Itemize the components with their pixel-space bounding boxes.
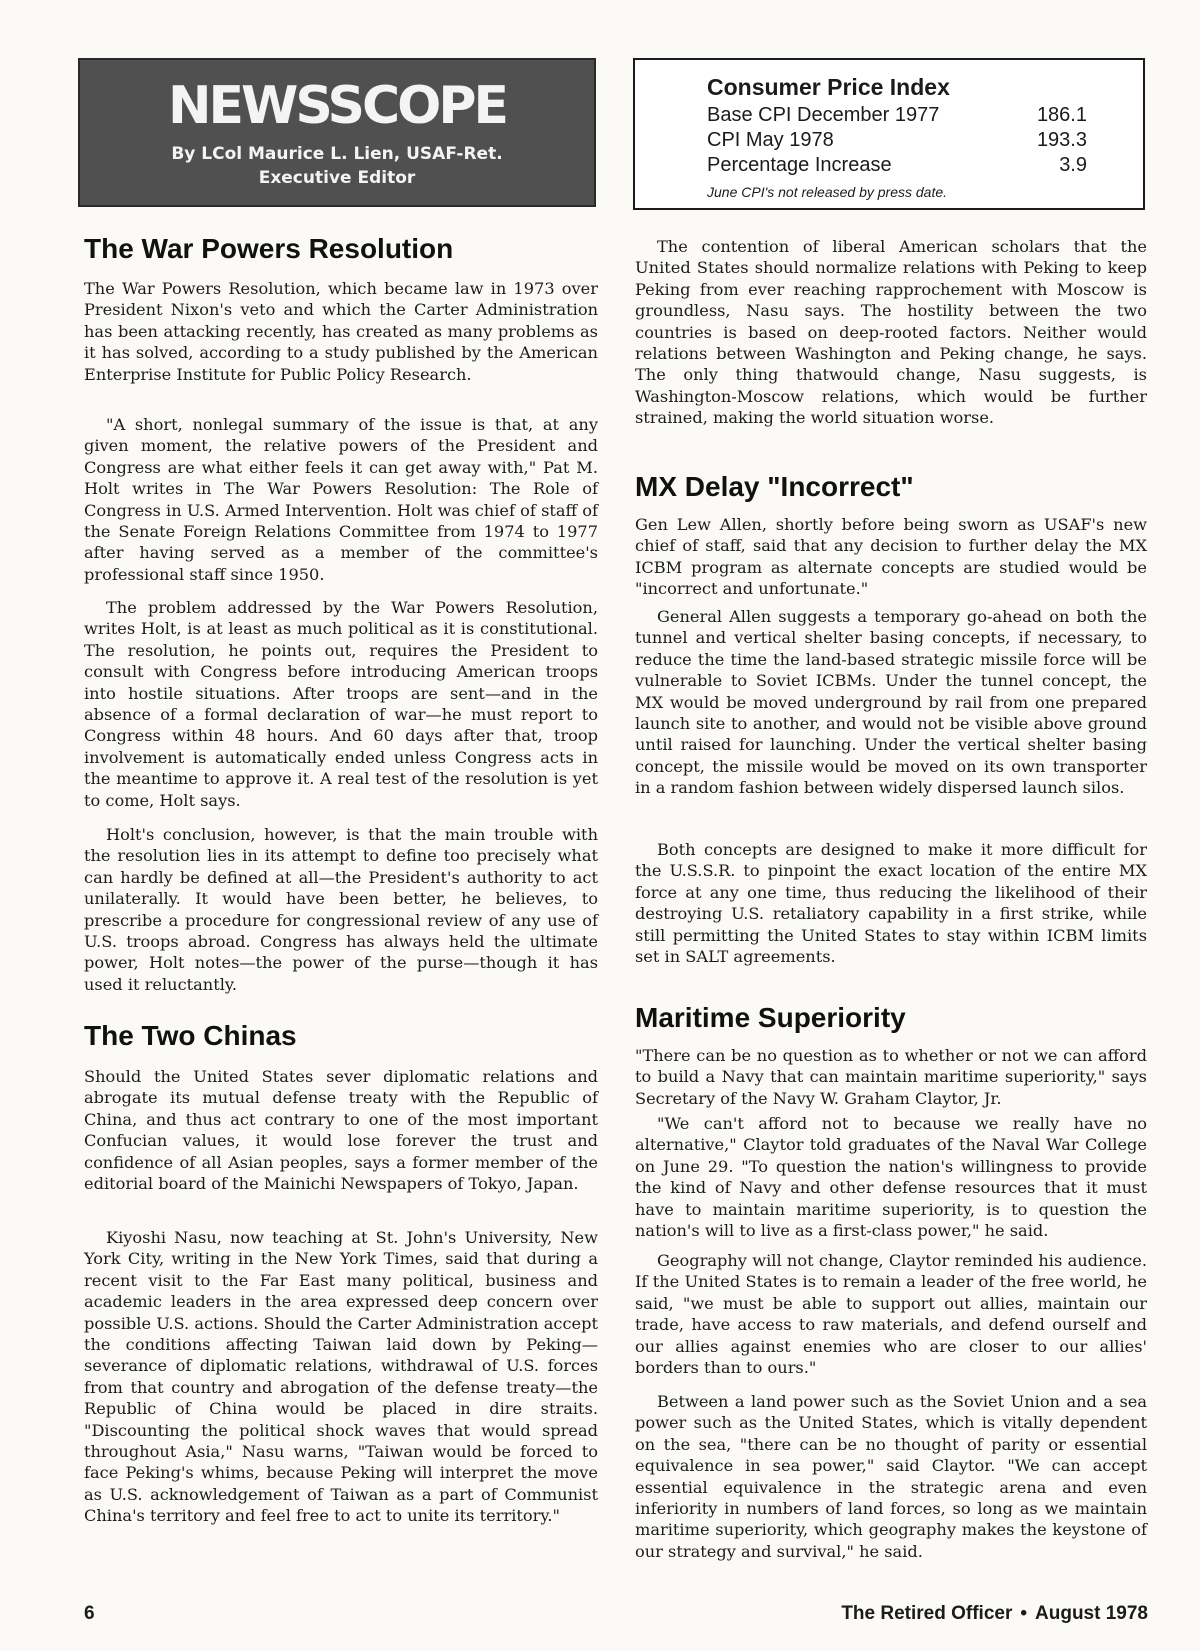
article-paragraph: Gen Lew Allen, shortly before being sworn as USAF's new chief of staff, said that any decision to further delay the MX ICBM program as alternate concepts are studied would be "incorrect and unfortunate." [635,515,1147,599]
article-paragraph: "We can't afford not to because we really have no alternative," Claytor told graduates of the Naval War College on June 29. "To question the nation's willingness to provide the kind of Navy and other defense resources that it must have to maintain maritime superiority, is to question the nation's will to live as a first-class power," he said. [635,1114,1147,1241]
cpi-box [633,58,1145,210]
cpi-row [707,129,1087,155]
article-paragraph: Should the United States sever diplomatic relations and abrogate its mutual defense treaty with the Republic of China, and thus act contrary to one of the most important Confucian values, it would lose forever the trust and confidence of all Asian peoples, says a former member of the editorial board of the Mainichi Newspapers of Tokyo, Japan. [84,1067,598,1194]
article-paragraph: "There can be no question as to whether or not we can afford to build a Navy that can maintain maritime superiority," says Secretary of the Navy W. Graham Claytor, Jr. [635,1046,1147,1108]
article-paragraph: Between a land power such as the Soviet Union and a sea power such as the United States, which is vitally dependent on the sea, "there can be no thought of parity or essential equivalence in sea power," said Claytor. "We can accept essential equivalence in the strategic arena and even inferiority in numbers of land forces, so long as we maintain maritime superiority, which geography makes the keystone of our strategy and survival," he said. [635,1392,1147,1561]
article-paragraph: The War Powers Resolution, which became law in 1973 over President Nixon's veto and which the Carter Administration has been attacking recently, has created as many problems as it has solved, according to a study published by the American Enterprise Institute for Public Policy Research. [84,279,598,384]
cpi-row-label: Base CPI December 1977 [707,104,940,126]
byline-role: Executive Editor [258,168,416,188]
article-paragraph: General Allen suggests a temporary go-ahead on both the tunnel and vertical shelter basing concepts, if necessary, to reduce the time the land-based strategic missile force will be vulnerable to Soviet ICBMs. Under the tunnel concept, the MX would be moved underground by rail from one prepared launch site to another, and would not be visible above ground until raised for launching. Under the vertical shelter basing concept, the missile would be moved on its own transporter in a random fashion between widely dispersed launch silos. [635,607,1147,798]
article-paragraph: The problem addressed by the War Powers Resolution, writes Holt, is at least as much political as it is constitutional. The resolution, he points out, requires the President to consult with Congress before introducing American troops into hostile situations. After troops are sent—and in the absence of a formal declaration of war—he must report to Congress within 48 hours. And 60 days after that, troop involvement is automatically ended unless Congress acts in the meantime to approve it. A real test of the resolution is yet to come, Holt says. [84,598,598,810]
cpi-row [707,154,1087,180]
cpi-row-label: CPI May 1978 [707,129,834,151]
newsscope-logo: NEWSSCOPE [168,76,506,136]
article-title-maritime: Maritime Superiority [635,1002,906,1033]
article-paragraph: Kiyoshi Nasu, now teaching at St. John's University, New York City, writing in the New York Times, said that during a recent visit to the Far East many political, business and academic leaders in the area expressed deep concern over possible U.S. actions. Should the Carter Administration accept the conditions affecting Taiwan laid down by Peking—severance of diplomatic relations, withdrawal of U.S. forces from that country and abrogation of the defense treaty—the Republic of China would be placed in dire straits. "Discounting the political shock waves that would spread throughout Asia," Nasu warns, "Taiwan would be forced to face Peking's whims, because Peking will interpret the move as U.S. acknowledgement of Taiwan as a part of Communist China's territory and feel free to act to unite its territory." [84,1228,598,1526]
cpi-row-label: Percentage Increase [707,154,892,176]
issue-date: August 1978 [1035,1603,1148,1624]
article-title-war-powers: The War Powers Resolution [84,233,454,264]
publication-name: The Retired Officer [841,1603,1013,1624]
cpi-row-value: 3.9 [1059,154,1087,176]
cpi-row [707,104,1087,130]
article-paragraph: "A short, nonlegal summary of the issue is that, at any given moment, the relative powers of the President and Congress are what either feels it can get away with," Pat M. Holt writes in The War Powers Resolution: The Role of Congress in U.S. Armed Intervention. Holt was chief of staff of the Senate Foreign Relations Committee from 1974 to 1977 after having served as a member of the committee's professional staff since 1950. [84,415,598,584]
cpi-note: June CPI's not released by press date. [707,184,948,200]
article-paragraph: Holt's conclusion, however, is that the main trouble with the resolution lies in its attempt to define too precisely what can hardly be defined at all—the President's authority to act unilaterally. It would have been better, he believes, to prescribe a procedure for congressional review of any use of U.S. troops abroad. Congress has always held the ultimate power, Holt notes—the power of the purse—though it has used it reluctantly. [84,825,598,994]
cpi-title: Consumer Price Index [707,74,950,100]
byline: By LCol Maurice L. Lien, USAF-Ret. [171,144,503,164]
footer-bullet: • [1020,1603,1028,1624]
article-title-mx-delay: MX Delay "Incorrect" [635,471,914,502]
article-paragraph: Both concepts are designed to make it more difficult for the U.S.S.R. to pinpoint the exact location of the entire MX force at any one time, thus reducing the likelihood of their destroying U.S. retaliatory capability in a first strike, while still permitting the United States to stay within ICBM limits set in SALT agreements. [635,840,1147,967]
masthead [78,58,596,207]
cpi-row-value: 193.3 [1036,129,1087,151]
article-title-two-chinas: The Two Chinas [84,1020,297,1051]
article-paragraph: The contention of liberal American scholars that the United States should normalize relations with Peking to keep Peking from ever reaching rapprochement with Moscow is groundless, Nasu says. The hostility between the two countries is based on deep-rooted factors. Neither would relations between Washington and Peking change, he says. The only thing thatwould change, Nasu suggests, is Washington-Moscow relations, which would be further strained, making the world situation worse. [635,237,1147,428]
article-paragraph: Geography will not change, Claytor reminded his audience. If the United States is to remain a leader of the free world, he said, "we must be able to support out allies, maintain our trade, have access to raw materials, and defend ourself and our allies against enemies who are closer to our allies' borders than to ours." [635,1251,1147,1378]
page-number: 6 [84,1603,95,1624]
cpi-row-value: 186.1 [1036,104,1087,126]
publication-footer [841,1603,1148,1625]
